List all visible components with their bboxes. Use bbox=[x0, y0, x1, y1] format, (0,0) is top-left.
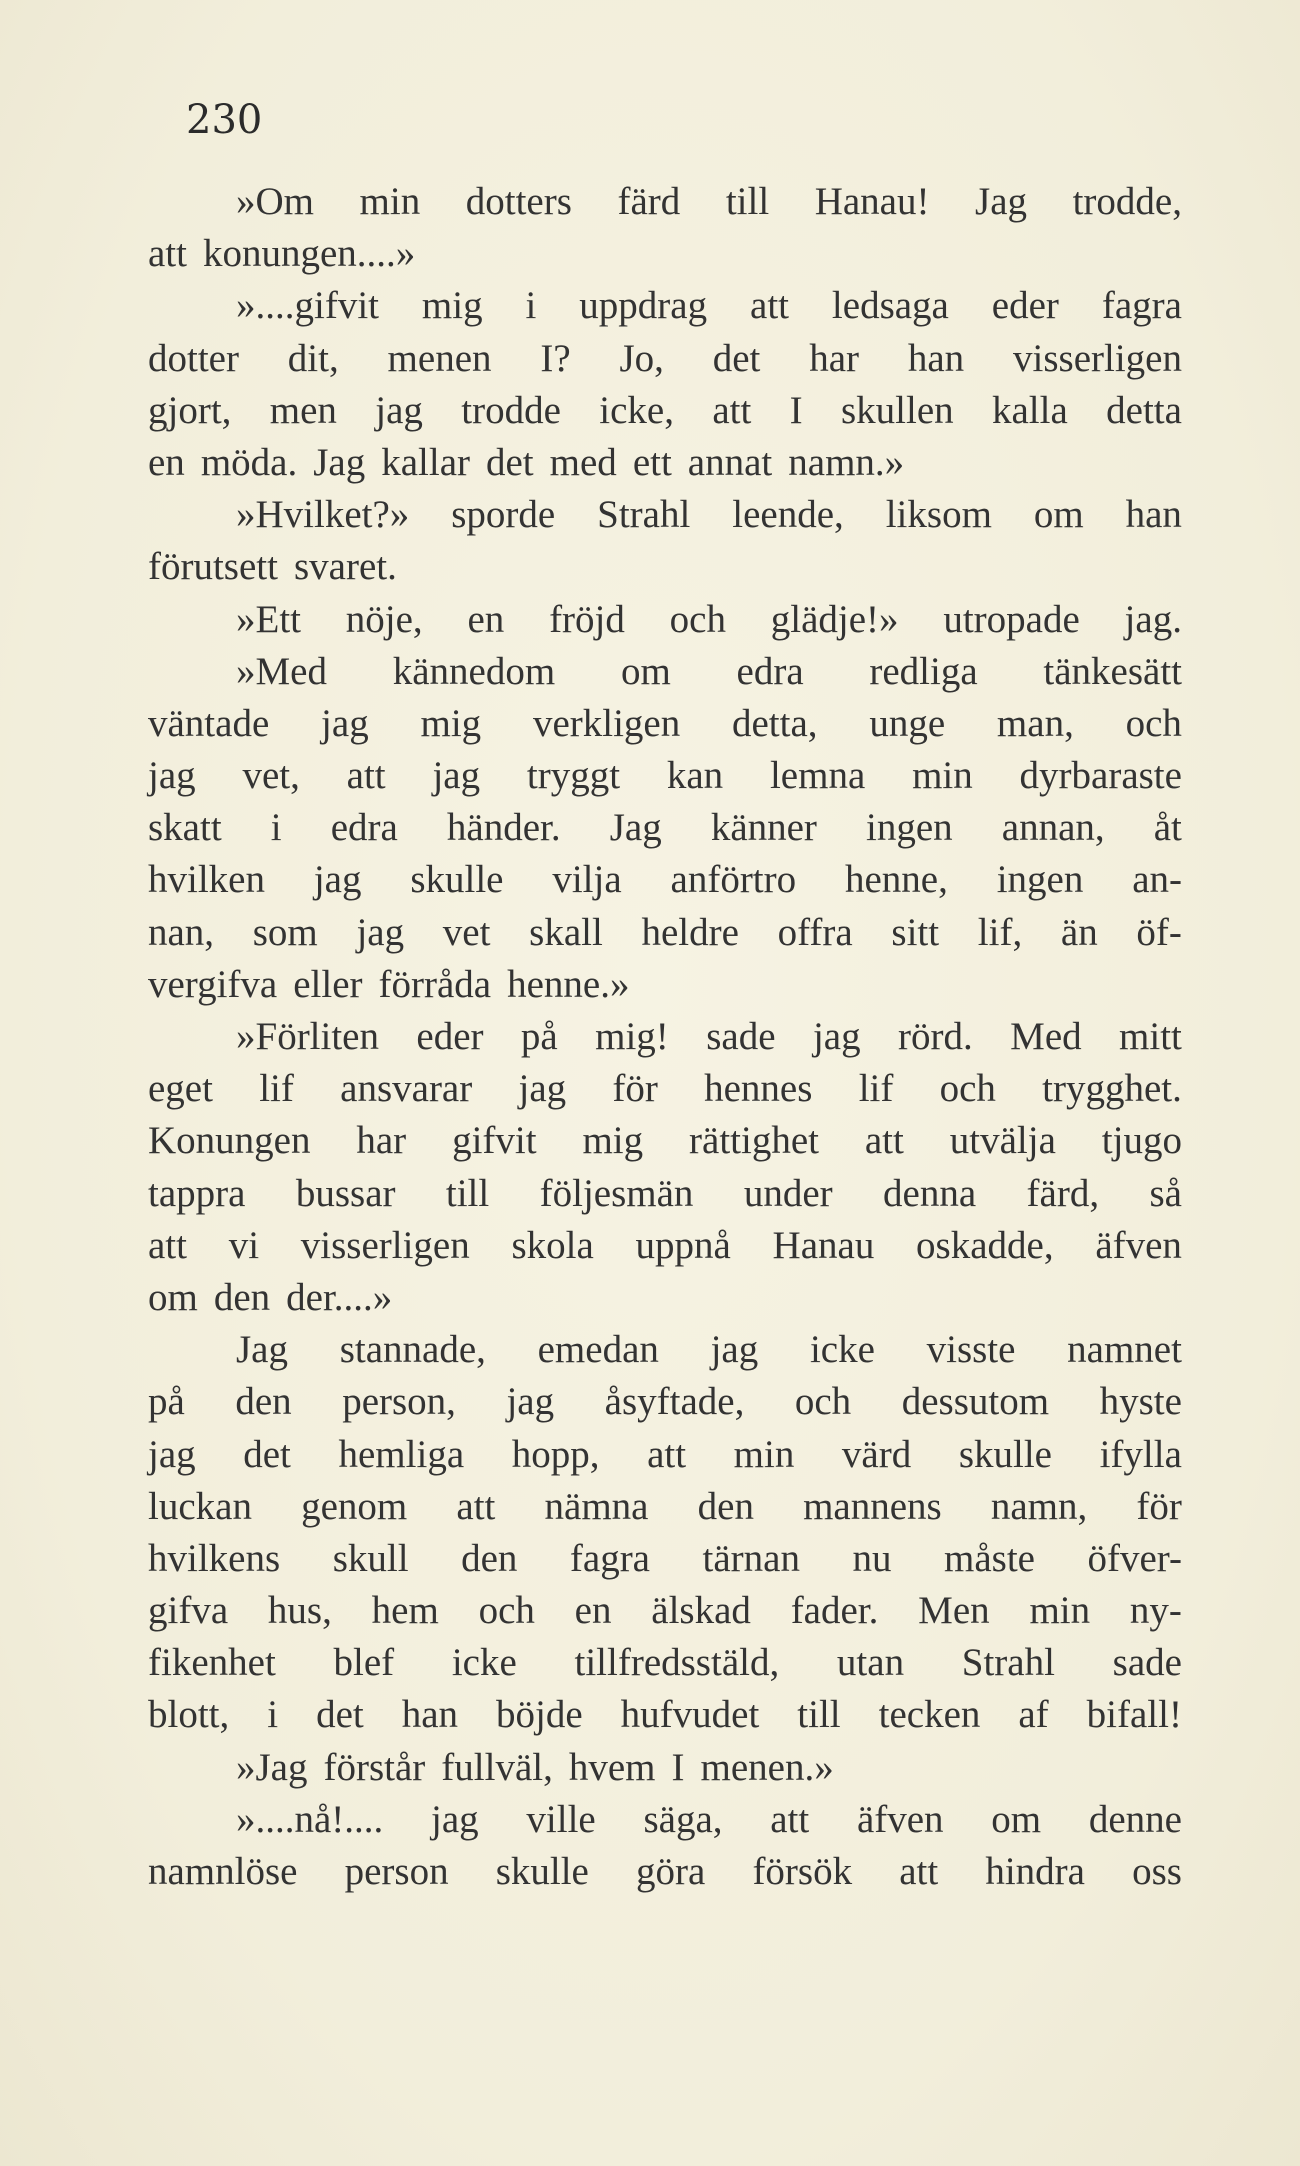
word: edra bbox=[736, 649, 804, 693]
word: emedan bbox=[537, 1328, 659, 1372]
word: jag bbox=[313, 858, 362, 902]
word: utvälja bbox=[949, 1119, 1056, 1163]
word: skulle bbox=[495, 1850, 589, 1893]
word: trodde bbox=[461, 388, 561, 432]
word: icke bbox=[451, 1641, 517, 1685]
word: sitt bbox=[891, 910, 940, 954]
word: i bbox=[267, 1693, 279, 1737]
word: detta bbox=[1106, 388, 1182, 432]
text-line bbox=[148, 1220, 1182, 1272]
word: bifall! bbox=[1086, 1693, 1182, 1737]
word: tänkesätt bbox=[1043, 649, 1182, 693]
word: Med bbox=[1010, 1015, 1082, 1058]
word: den bbox=[461, 1536, 518, 1580]
word: svaret. bbox=[293, 545, 397, 589]
word: glädje!» bbox=[770, 597, 899, 641]
word: följesmän bbox=[539, 1171, 694, 1215]
word: lif, bbox=[977, 910, 1023, 954]
word: lif bbox=[259, 1067, 294, 1111]
text-line bbox=[148, 646, 1182, 698]
word: vet bbox=[442, 910, 491, 954]
word: sporde bbox=[451, 493, 556, 537]
word: att bbox=[770, 1797, 810, 1841]
word: ledsaga bbox=[831, 284, 949, 328]
word: vilja bbox=[552, 858, 622, 902]
word: stannade, bbox=[339, 1328, 486, 1372]
word: äfven bbox=[1095, 1223, 1182, 1267]
body-text bbox=[148, 176, 1182, 1898]
word: icke, bbox=[599, 388, 674, 432]
word: uppnå bbox=[635, 1223, 731, 1267]
word: skola bbox=[511, 1223, 594, 1267]
word: nöje, bbox=[345, 597, 423, 641]
text-line bbox=[148, 1742, 1182, 1794]
word: bussar bbox=[295, 1171, 396, 1215]
word: visserligen bbox=[1013, 336, 1182, 380]
word: »....nå!.... bbox=[236, 1797, 384, 1841]
word: »Med bbox=[236, 649, 327, 693]
text-line bbox=[148, 1689, 1182, 1741]
word: lemna bbox=[769, 754, 866, 798]
word: tillfredsstäld, bbox=[574, 1641, 780, 1685]
page-number: 230 bbox=[186, 97, 263, 143]
word: en bbox=[467, 597, 505, 641]
word: med bbox=[549, 440, 617, 484]
word: hemliga bbox=[338, 1432, 465, 1476]
word: I bbox=[671, 1745, 685, 1789]
word: »....gifvit bbox=[236, 284, 379, 328]
word: Jag bbox=[236, 1328, 288, 1372]
word: jag bbox=[431, 1797, 479, 1841]
word: hopp, bbox=[511, 1432, 600, 1476]
word: heldre bbox=[641, 910, 739, 954]
word: till bbox=[445, 1171, 490, 1215]
text-line bbox=[148, 176, 1182, 228]
word: den bbox=[213, 1275, 271, 1319]
word: nämna bbox=[544, 1484, 649, 1528]
word: att bbox=[346, 754, 386, 798]
word: icke bbox=[809, 1328, 875, 1372]
word: hufvudet bbox=[620, 1693, 760, 1737]
word: färd, bbox=[1026, 1171, 1100, 1215]
word: »Om bbox=[236, 180, 314, 223]
word: förstår bbox=[323, 1745, 426, 1789]
word: väntade bbox=[148, 701, 270, 745]
word: säga, bbox=[643, 1797, 723, 1841]
word: liksom bbox=[885, 493, 992, 537]
word: jag bbox=[432, 754, 481, 798]
word: på bbox=[148, 1380, 185, 1424]
word: jag bbox=[356, 910, 405, 954]
word: möda. bbox=[200, 440, 298, 484]
word: denna bbox=[883, 1171, 977, 1215]
word: jag bbox=[518, 1067, 567, 1111]
word: fagra bbox=[1101, 284, 1182, 328]
word: det bbox=[486, 440, 534, 484]
word: att bbox=[864, 1119, 904, 1163]
word: sade bbox=[706, 1015, 776, 1058]
word: der....» bbox=[286, 1275, 393, 1319]
word: fikenhet bbox=[148, 1641, 276, 1685]
word: och bbox=[1125, 701, 1182, 745]
word: Jag bbox=[609, 806, 662, 850]
word: Hanau! bbox=[814, 180, 930, 223]
text-line bbox=[148, 1429, 1182, 1481]
word: för bbox=[612, 1067, 658, 1111]
word: en bbox=[148, 440, 185, 484]
word: på bbox=[520, 1015, 558, 1058]
word: Konungen bbox=[148, 1119, 311, 1163]
word: fagra bbox=[569, 1536, 650, 1580]
word: och bbox=[794, 1380, 852, 1424]
text-line bbox=[148, 1794, 1182, 1846]
text-line bbox=[148, 698, 1182, 750]
word: hvilkens bbox=[148, 1536, 281, 1580]
word: att bbox=[750, 284, 789, 328]
word: dotter bbox=[148, 336, 239, 380]
word: åt bbox=[1153, 806, 1182, 850]
word: till bbox=[725, 180, 770, 223]
text-line bbox=[148, 1168, 1182, 1220]
word: har bbox=[809, 336, 860, 380]
word: Strahl bbox=[961, 1641, 1055, 1685]
word: att bbox=[148, 1223, 187, 1267]
word: menen bbox=[387, 336, 492, 380]
word: hennes bbox=[704, 1067, 813, 1111]
word: jag. bbox=[1124, 597, 1182, 641]
word: gjort, bbox=[148, 388, 232, 432]
word: min bbox=[1029, 1589, 1091, 1633]
word: känner bbox=[710, 806, 817, 850]
text-line bbox=[148, 1585, 1182, 1637]
word: Hanau bbox=[772, 1223, 875, 1267]
word: edra bbox=[330, 806, 398, 850]
word: att bbox=[456, 1484, 496, 1528]
text-line bbox=[148, 333, 1182, 385]
word: lif bbox=[858, 1067, 894, 1111]
text-line bbox=[148, 750, 1182, 802]
word: af bbox=[1018, 1693, 1049, 1737]
word: eder bbox=[416, 1015, 484, 1058]
word: redliga bbox=[869, 649, 978, 693]
word: skatt bbox=[148, 806, 222, 850]
word: om bbox=[148, 1275, 198, 1319]
word: oss bbox=[1132, 1850, 1182, 1893]
word: om bbox=[620, 649, 671, 693]
text-line bbox=[148, 541, 1182, 593]
word: skulle bbox=[958, 1432, 1052, 1476]
text-line bbox=[148, 1063, 1182, 1115]
word: uppdrag bbox=[579, 284, 708, 328]
word: verkligen bbox=[532, 701, 681, 745]
word: hvilken bbox=[148, 858, 265, 902]
word: som bbox=[252, 910, 318, 954]
word: eget bbox=[148, 1067, 213, 1111]
text-line bbox=[148, 959, 1182, 1011]
word: mig bbox=[582, 1119, 644, 1163]
text-line bbox=[148, 280, 1182, 332]
word: färd bbox=[617, 180, 681, 223]
text-line bbox=[148, 594, 1182, 646]
word: jag bbox=[812, 1015, 861, 1058]
text-line bbox=[148, 228, 1182, 280]
text-line bbox=[148, 1637, 1182, 1689]
word: fader. bbox=[790, 1589, 879, 1633]
word: Jag bbox=[975, 180, 1028, 223]
word: och bbox=[478, 1589, 535, 1633]
word: luckan bbox=[148, 1484, 252, 1528]
word: under bbox=[743, 1171, 833, 1215]
word: hem bbox=[371, 1589, 439, 1633]
word: jag bbox=[148, 1432, 196, 1476]
word: mitt bbox=[1119, 1015, 1182, 1058]
word: person, bbox=[342, 1380, 456, 1424]
word: min bbox=[359, 180, 421, 223]
word: namn, bbox=[990, 1484, 1088, 1528]
word: genom bbox=[301, 1484, 408, 1528]
word: äfven bbox=[856, 1797, 944, 1841]
word: namnlöse bbox=[148, 1850, 298, 1893]
word: detta, bbox=[732, 701, 818, 745]
word: vet, bbox=[242, 754, 300, 798]
word: det bbox=[712, 336, 761, 380]
word: han bbox=[401, 1693, 459, 1737]
text-line bbox=[148, 1272, 1182, 1324]
word: offra bbox=[777, 910, 853, 954]
word: men bbox=[269, 388, 337, 432]
word: ny- bbox=[1129, 1589, 1182, 1633]
word: skall bbox=[529, 910, 603, 954]
word: I bbox=[789, 388, 803, 432]
word: eder bbox=[991, 284, 1059, 328]
text-line bbox=[148, 1481, 1182, 1533]
word: nu bbox=[852, 1536, 892, 1580]
word: Jo, bbox=[619, 336, 664, 380]
word: och bbox=[939, 1067, 996, 1111]
word: försök bbox=[752, 1850, 853, 1893]
word: den bbox=[697, 1484, 754, 1528]
word: blott, bbox=[148, 1693, 230, 1737]
text-line bbox=[148, 1115, 1182, 1167]
text-line bbox=[148, 1846, 1182, 1898]
word: Men bbox=[918, 1589, 990, 1633]
word: annan, bbox=[1001, 806, 1105, 850]
word: fröjd bbox=[549, 597, 625, 641]
word: ansvarar bbox=[340, 1067, 473, 1111]
word: värd bbox=[841, 1432, 912, 1476]
word: eller bbox=[293, 962, 363, 1006]
word: ifylla bbox=[1099, 1432, 1182, 1476]
word: visste bbox=[926, 1328, 1016, 1372]
word: tjugo bbox=[1101, 1119, 1182, 1163]
word: hindra bbox=[985, 1850, 1085, 1893]
word: person bbox=[344, 1850, 449, 1893]
word: att bbox=[647, 1432, 687, 1476]
word: jag bbox=[710, 1328, 759, 1372]
word: kan bbox=[666, 754, 724, 798]
word: vergifva bbox=[148, 962, 278, 1006]
word: det bbox=[243, 1432, 291, 1476]
word: hvem bbox=[568, 1745, 656, 1789]
word: Strahl bbox=[597, 493, 691, 537]
text-line bbox=[148, 907, 1182, 959]
word: att bbox=[148, 232, 187, 276]
word: dessutom bbox=[901, 1380, 1050, 1424]
text-line bbox=[148, 489, 1182, 541]
word: måste bbox=[944, 1536, 1035, 1580]
word: att bbox=[712, 388, 752, 432]
text-line bbox=[148, 1011, 1182, 1063]
word: vi bbox=[228, 1223, 260, 1267]
word: dyrbaraste bbox=[1019, 754, 1182, 798]
word: mig! bbox=[595, 1015, 669, 1058]
word: ett bbox=[632, 440, 672, 484]
word: kallar bbox=[381, 440, 470, 484]
text-line bbox=[148, 1324, 1182, 1376]
word: anförtro bbox=[670, 858, 797, 902]
word: i bbox=[525, 284, 537, 328]
word: denne bbox=[1088, 1797, 1182, 1841]
word: trygghet. bbox=[1042, 1067, 1182, 1111]
word: I? bbox=[540, 336, 571, 380]
word: en bbox=[574, 1589, 612, 1633]
word: mannens bbox=[803, 1484, 942, 1528]
word: än bbox=[1060, 910, 1098, 954]
word: an- bbox=[1132, 858, 1182, 902]
word: böjde bbox=[496, 1693, 583, 1737]
word: ville bbox=[526, 1797, 596, 1841]
word: konungen....» bbox=[202, 232, 416, 276]
word: så bbox=[1149, 1171, 1182, 1215]
word: min bbox=[912, 754, 973, 798]
word: annat bbox=[687, 440, 773, 484]
word: ingen bbox=[996, 858, 1084, 902]
word: till bbox=[797, 1693, 841, 1737]
word: tappra bbox=[148, 1171, 246, 1215]
word: händer. bbox=[446, 806, 561, 850]
word: skulle bbox=[410, 858, 504, 902]
word: tryggt bbox=[526, 754, 621, 798]
word: tärnan bbox=[702, 1536, 800, 1580]
word: och bbox=[669, 597, 726, 641]
word: nan, bbox=[148, 910, 215, 954]
word: det bbox=[316, 1693, 364, 1737]
word: unge bbox=[869, 701, 946, 745]
word: visserligen bbox=[300, 1223, 470, 1267]
word: sade bbox=[1112, 1641, 1182, 1685]
word: den bbox=[235, 1380, 292, 1424]
word: ingen bbox=[866, 806, 953, 850]
word: mig bbox=[420, 701, 482, 745]
word: älskad bbox=[651, 1589, 751, 1633]
text-line bbox=[148, 385, 1182, 437]
text-line bbox=[148, 802, 1182, 854]
word: »Jag bbox=[236, 1745, 308, 1789]
word: »Förliten bbox=[236, 1015, 379, 1058]
word: henne, bbox=[844, 858, 948, 902]
word: namn.» bbox=[788, 440, 905, 484]
word: skull bbox=[332, 1536, 409, 1580]
text-line bbox=[148, 1376, 1182, 1428]
word: leende, bbox=[732, 493, 844, 537]
word: utan bbox=[836, 1641, 905, 1685]
word: hyste bbox=[1099, 1380, 1182, 1424]
word: blef bbox=[333, 1641, 395, 1685]
text-line bbox=[148, 437, 1182, 489]
word: Jag bbox=[313, 440, 366, 484]
word: mig bbox=[421, 284, 483, 328]
word: i bbox=[270, 806, 282, 850]
word: jag bbox=[148, 754, 196, 798]
word: »Hvilket?» bbox=[236, 493, 410, 537]
word: jag bbox=[375, 388, 423, 432]
word: öf- bbox=[1136, 910, 1182, 954]
text-line bbox=[148, 854, 1182, 906]
word: han bbox=[1125, 493, 1182, 537]
word: han bbox=[907, 336, 965, 380]
word: trodde, bbox=[1072, 180, 1182, 223]
word: skullen bbox=[840, 388, 954, 432]
word: förutsett bbox=[148, 545, 278, 589]
word: göra bbox=[636, 1850, 706, 1893]
word: gifva bbox=[148, 1589, 229, 1633]
word: min bbox=[733, 1432, 795, 1476]
word: för bbox=[1136, 1484, 1182, 1528]
word: fullväl, bbox=[441, 1745, 553, 1789]
word: har bbox=[356, 1119, 407, 1163]
word: henne.» bbox=[507, 962, 630, 1006]
word: jag bbox=[321, 701, 369, 745]
word: utropade bbox=[943, 597, 1080, 641]
word: menen.» bbox=[700, 1745, 834, 1789]
word: förråda bbox=[378, 962, 492, 1006]
word: hus, bbox=[267, 1589, 332, 1633]
word: om bbox=[1033, 493, 1084, 537]
word: rättighet bbox=[689, 1119, 819, 1163]
word: namnet bbox=[1067, 1328, 1182, 1372]
text-line bbox=[148, 1533, 1182, 1585]
word: dotters bbox=[465, 180, 572, 223]
word: kalla bbox=[992, 388, 1068, 432]
word: oskadde, bbox=[916, 1223, 1054, 1267]
word: om bbox=[991, 1797, 1042, 1841]
word: öfver- bbox=[1087, 1536, 1182, 1580]
word: man, bbox=[996, 701, 1074, 745]
word: tecken bbox=[878, 1693, 981, 1737]
word: dit, bbox=[287, 336, 339, 380]
word: gifvit bbox=[452, 1119, 537, 1163]
word: rörd. bbox=[898, 1015, 973, 1058]
word: kännedom bbox=[392, 649, 556, 693]
word: jag bbox=[506, 1380, 555, 1424]
word: åsyftade, bbox=[604, 1380, 745, 1424]
word: att bbox=[899, 1850, 939, 1893]
word: »Ett bbox=[236, 597, 301, 641]
